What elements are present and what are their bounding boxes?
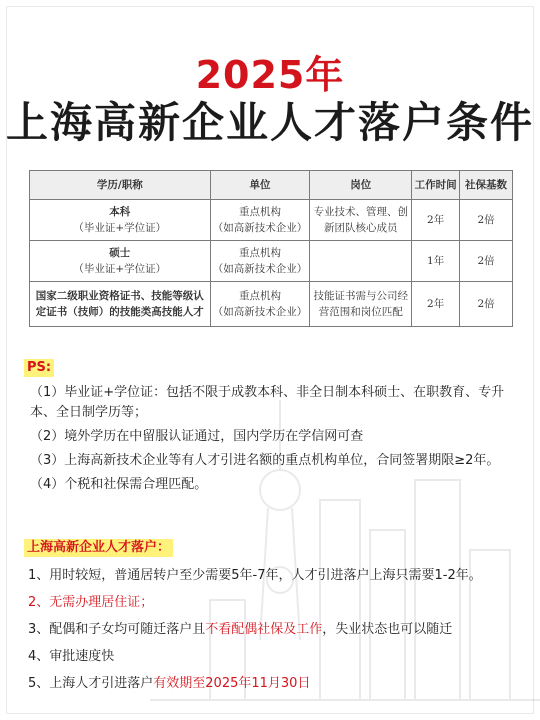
advantage-item-highlight: 不看配偶社保及工作 [205,622,323,637]
advantage-item-suffix: ，失业状态也可以随迁 [322,622,453,637]
cell-unit [210,282,310,327]
advantage-item: 1、用时较短，普通居转户至少需要5年-7年，人才引进落户上海只需要1-2年。 [28,568,482,583]
unit-name: 重点机构 [238,290,281,302]
advantage-item: 4、审批速度快 [28,649,115,664]
cell-education [30,282,211,327]
requirements-table [29,170,513,327]
ps-item: （2）境外学历在中留服认证通过，国内学历在学信网可查 [30,429,364,444]
section-label: 上海高新企业人才落户： [24,539,173,557]
cell-unit [210,241,310,282]
cell-education [30,200,211,241]
col-header-education: 学历/职称 [30,171,211,200]
ps-section [24,356,524,499]
cell-work-time: 1年 [412,241,460,282]
col-header-unit: 单位 [210,171,310,200]
cell-social-base: 2倍 [460,282,513,327]
cell-post: 技能证书需与公司经营范围和岗位匹配 [310,282,412,327]
education-note: （毕业证+学位证） [73,263,167,275]
cell-work-time: 2年 [412,200,460,241]
cell-post: 专业技术、管理、创新团队核心成员 [310,200,412,241]
unit-name: 重点机构 [238,247,281,259]
advantage-item: 2、无需办理居住证； [28,595,154,610]
education-level: 国家二级职业资格证书、技能等级认定证书（技师）的技能类高技能人才 [35,290,204,318]
unit-note: （如高新技术企业） [212,222,308,234]
education-level: 本科 [109,206,131,218]
unit-note: （如高新技术企业） [212,306,308,318]
page-title: 上海高新企业人才落户条件 [5,98,534,147]
col-header-work-time: 工作时间 [412,171,460,200]
unit-note: （如高新技术企业） [212,263,308,275]
col-header-post: 岗位 [310,171,412,200]
table-row [30,282,513,327]
education-note: （毕业证+学位证） [73,222,167,234]
advantage-item-prefix: 3、配偶和子女均可随迁落户且 [28,622,206,637]
table-row [30,200,513,241]
ps-item: （4）个税和社保需合理匹配。 [30,477,208,492]
cell-post [310,241,412,282]
cell-education [30,241,211,282]
table-header-row [30,171,513,200]
table-row [30,241,513,282]
unit-name: 重点机构 [238,206,281,218]
cell-unit [210,200,310,241]
title-year: 2025年 [195,53,345,97]
advantage-item [28,675,524,693]
advantage-item-highlight: 有效期至2025年11月30日 [153,676,311,691]
advantage-item [28,621,524,639]
cell-social-base: 2倍 [460,200,513,241]
cell-social-base: 2倍 [460,241,513,282]
ps-item: （1）毕业证+学位证：包括不限于成教本科、非全日制本科硕士、在职教育、专升本、全日制学历等； [30,385,505,420]
ps-label: PS: [24,359,54,377]
education-level: 硕士 [109,247,131,259]
settlement-advantages-section [24,536,524,702]
col-header-social-base: 社保基数 [460,171,513,200]
ps-item: （3）上海高新技术企业等有人才引进名额的重点机构单位，合同签署期限≥2年。 [30,453,500,468]
advantage-item-prefix: 5、上海人才引进落户 [28,676,154,691]
cell-work-time: 2年 [412,282,460,327]
